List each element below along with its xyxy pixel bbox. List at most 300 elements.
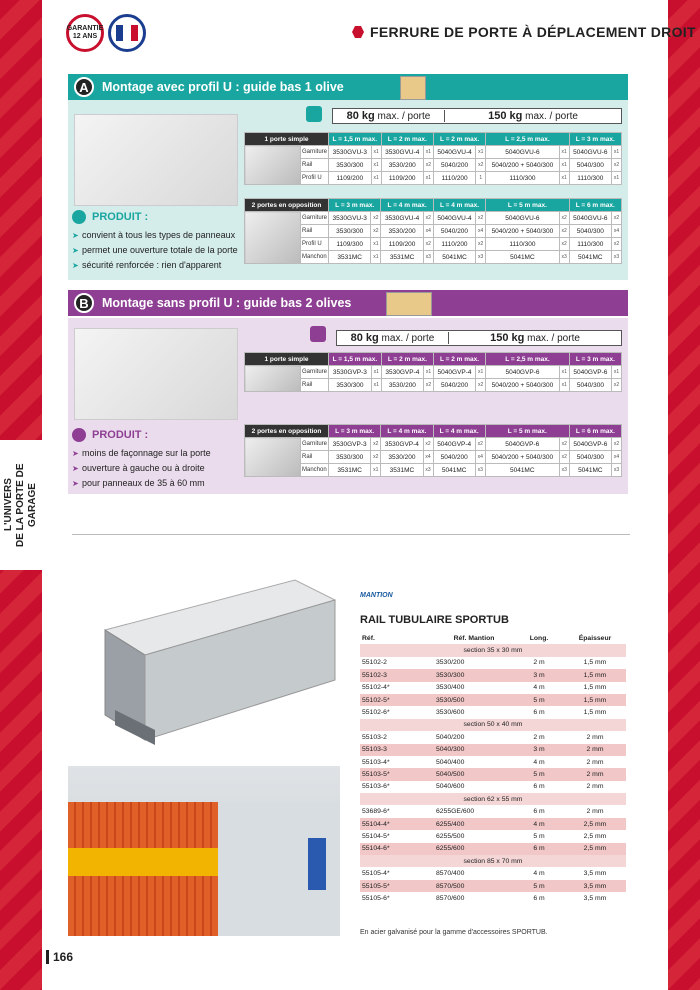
table-cell: x3 [423, 251, 433, 264]
table-cell: 5040GVU-6 [486, 212, 559, 225]
table-header-cell: L = 2 m max. [433, 353, 485, 366]
rail-row [360, 669, 626, 681]
rail-cell: 1,5 mm [583, 709, 607, 717]
table-cell: x3 [559, 464, 569, 477]
rail-product-image [95, 570, 340, 750]
table-cell: x3 [475, 464, 485, 477]
produit-b-item: ➤ pour panneaux de 35 à 60 mm [72, 478, 205, 488]
rail-cell: 2 mm [586, 758, 604, 766]
rail-col-header: Épaisseur [578, 634, 612, 642]
table-header-cell: L = 2,5 m max. [486, 353, 570, 366]
table-cell: Garniture [301, 212, 329, 225]
rail-cell: 8570/400 [436, 870, 465, 878]
table-cell: 5040GVU-4 [433, 146, 475, 159]
table-header-cell: L = 4 m max. [433, 425, 485, 438]
door-guide-photo-b [74, 328, 238, 420]
table-cell: 5041MC [433, 251, 475, 264]
rail-cell: 5040/600 [436, 783, 465, 791]
rail-cell: 5 m [514, 694, 564, 706]
table-header-cell: 1 porte simple [245, 133, 329, 146]
section-a-bar [68, 74, 628, 100]
rail-cell: 2 m [533, 733, 545, 741]
table-cell: x4 [423, 225, 433, 238]
rail-cell: 4 m [533, 758, 545, 766]
table-header-cell: L = 4 m max. [433, 199, 485, 212]
rail-cell: 1,5 mm [564, 669, 626, 681]
table-cell: x1 [612, 172, 622, 185]
table-cell: x3 [612, 464, 622, 477]
table-header-cell: L = 2 m max. [433, 133, 485, 146]
table-cell: Manchon [301, 251, 329, 264]
rail-cell: 55104-6* [360, 843, 434, 855]
table-header-cell: L = 5 m max. [486, 199, 569, 212]
table-cell: x2 [559, 212, 569, 225]
produit-a-item: ➤ permet une ouverture totale de la porte [72, 245, 238, 255]
table-header-cell: 2 portes en opposition [245, 199, 329, 212]
table-cell: x1 [423, 366, 433, 379]
table-cell: x2 [612, 159, 622, 172]
weight-icon [306, 106, 322, 122]
table-cell: x2 [371, 225, 381, 238]
table-cell: 3530/200 [381, 379, 423, 392]
rail-cell: 6255/400 [434, 818, 514, 830]
table-cell: x1 [559, 159, 569, 172]
table-row [245, 172, 622, 185]
french-flag-badge [108, 14, 146, 52]
rail-row [360, 706, 626, 718]
lightbulb-icon [72, 428, 86, 442]
weight-bar-b [336, 330, 622, 346]
table-cell: x2 [559, 225, 569, 238]
table-cell: x2 [612, 438, 622, 451]
rail-row [360, 768, 626, 780]
page-title-text: FERRURE DE PORTE À DÉPLACEMENT DROIT [370, 24, 696, 40]
rail-cell: 55102-2 [362, 659, 387, 667]
rail-cell: 1,5 mm [583, 659, 607, 667]
weight-b-2-unit: max. / porte [527, 333, 580, 344]
table-cell: Profil U [301, 238, 329, 251]
table-cell: 5040GVP-6 [569, 438, 611, 451]
table-cell: x2 [612, 212, 622, 225]
section-a-letter: A [74, 77, 94, 97]
table-cell: 5040/200 [433, 225, 475, 238]
table-cell: Garniture [301, 438, 329, 451]
produit-b-item: ➤ ouverture à gauche ou à droite [72, 463, 205, 473]
table-cell: x2 [559, 451, 569, 464]
rail-row [360, 867, 626, 879]
table-header-cell: L = 3 m max. [329, 425, 381, 438]
door-diagram [245, 146, 301, 185]
table-cell: Manchon [301, 464, 329, 477]
rail-cell: 55103-6* [362, 783, 390, 791]
table-header-cell: L = 6 m max. [569, 425, 621, 438]
rail-cell: 4 m [514, 818, 564, 830]
rail-cell: 55104-5* [362, 832, 390, 840]
table-cell: Rail [301, 379, 329, 392]
table-cell: x2 [476, 159, 486, 172]
table-cell: x1 [559, 379, 569, 392]
rail-cell: 4 m [533, 684, 545, 692]
table-cell: 3531MC [381, 464, 423, 477]
rail-cell: 3530/400 [436, 684, 465, 692]
rail-cell: 4 m [533, 870, 545, 878]
table-cell: x4 [612, 451, 622, 464]
table-cell: x1 [612, 146, 622, 159]
side-tab-line2: DE LA PORTE DE GARAGE [15, 463, 38, 547]
table-cell: 5040GVU-6 [569, 146, 611, 159]
rail-cell: 3530/600 [436, 709, 465, 717]
rail-cell: 55103-2 [362, 733, 387, 741]
produit-a [72, 210, 238, 273]
table-cell: x2 [423, 379, 433, 392]
table-cell: 3530/200 [381, 159, 423, 172]
rail-cell: 6 m [514, 843, 564, 855]
rail-cell: 2 mm [564, 768, 626, 780]
table-b-double-door [244, 424, 622, 477]
rail-row [360, 682, 626, 694]
table-cell: 5040/200 [433, 451, 475, 464]
table-cell: x4 [475, 451, 485, 464]
table-cell: 1110/300 [569, 238, 611, 251]
hexagon-icon [352, 26, 364, 38]
table-cell: x2 [475, 438, 485, 451]
table-cell: x1 [371, 238, 381, 251]
table-header-cell: 2 portes en opposition [245, 425, 329, 438]
table-cell: 5040GVP-4 [433, 438, 475, 451]
table-cell: 5040/200 + 5040/300 [485, 451, 559, 464]
page-title [352, 24, 696, 40]
rail-title: RAIL TUBULAIRE SPORTUB [360, 614, 509, 626]
rail-cell: 2,5 mm [564, 818, 626, 830]
table-cell: 5041MC [485, 464, 559, 477]
rail-cell: 8570/500 [434, 880, 514, 892]
rail-cell: 5040/500 [434, 768, 514, 780]
rail-cell: 5040/200 [436, 733, 465, 741]
table-cell: 5040/200 + 5040/300 [486, 379, 560, 392]
door-diagram [245, 366, 301, 392]
table-cell: 3530/300 [329, 225, 371, 238]
table-header-cell: L = 5 m max. [485, 425, 569, 438]
table-cell: x2 [612, 238, 622, 251]
rail-section-header: section 62 x 55 mm [360, 793, 626, 805]
rail-cell: 3530/200 [436, 659, 465, 667]
table-cell: x4 [476, 225, 486, 238]
lightbulb-icon [72, 210, 86, 224]
rail-cell: 2 mm [564, 744, 626, 756]
table-cell: 3530GVU-3 [329, 146, 372, 159]
table-cell: 5040GVU-4 [433, 212, 475, 225]
table-cell: x3 [476, 251, 486, 264]
rail-row [360, 756, 626, 768]
weight-a-2: 150 kg [488, 110, 523, 122]
table-cell: 3530GVP-4 [381, 438, 423, 451]
rail-cell: 6255GE/600 [436, 808, 475, 816]
table-cell: Garniture [301, 366, 329, 379]
table-cell: 5040/200 [433, 159, 475, 172]
table-cell: 3530GVU-3 [329, 212, 371, 225]
table-cell: 5041MC [569, 464, 611, 477]
rail-row [360, 694, 626, 706]
table-cell: Rail [301, 159, 329, 172]
rail-cell: 55102-6* [362, 709, 390, 717]
table-row [245, 379, 622, 392]
rail-row [360, 843, 626, 855]
rail-cell: 6 m [533, 808, 545, 816]
table-header-cell: L = 1,5 m max. [329, 353, 382, 366]
produit-b [72, 428, 211, 491]
rail-footnote: En acier galvanisé pour la gamme d'accessoires SPORTUB. [360, 929, 548, 936]
side-tab-line1: L'UNIVERS [3, 478, 14, 532]
table-cell: 1109/200 [381, 172, 423, 185]
profile-u-icon [400, 76, 426, 100]
table-header-cell: L = 4 m max. [381, 199, 433, 212]
table-cell: x1 [371, 464, 381, 477]
rail-cell: 5040/400 [436, 758, 465, 766]
table-cell: 5040/200 + 5040/300 [486, 225, 559, 238]
section-b-bar [68, 290, 628, 316]
weight-b-2: 150 kg [490, 332, 525, 344]
table-cell: x2 [476, 212, 486, 225]
flag-icon [116, 25, 138, 41]
table-cell: x2 [423, 159, 433, 172]
produit-a-title: PRODUIT : [92, 211, 149, 223]
table-row [245, 366, 622, 379]
rail-cell: 55102-4* [362, 684, 390, 692]
guarantee-text: GARANTIE 12 ANS [66, 25, 104, 40]
rail-cell: 2 m [533, 659, 545, 667]
table-cell: x1 [559, 172, 569, 185]
table-header-cell: 1 porte simple [245, 353, 329, 366]
produit-b-title: PRODUIT : [92, 429, 149, 441]
rail-cell: 55104-4* [360, 818, 434, 830]
table-header-cell: L = 4 m max. [381, 425, 433, 438]
table-cell: 3531MC [329, 251, 371, 264]
table-cell: x3 [423, 464, 433, 477]
rail-cell: 6255/500 [436, 832, 465, 840]
table-cell: x2 [371, 212, 381, 225]
table-cell: x2 [559, 438, 569, 451]
table-header-cell: L = 3 m max. [569, 133, 621, 146]
table-row [245, 225, 622, 238]
rail-row [360, 892, 626, 904]
table-cell: 1109/200 [329, 172, 372, 185]
rail-section-header: section 35 x 30 mm [360, 644, 626, 656]
rail-cell: 6 m [533, 783, 545, 791]
table-cell: x1 [371, 159, 381, 172]
table-header-cell: L = 3 m max. [329, 199, 381, 212]
table-cell: x2 [423, 212, 433, 225]
table-row [245, 464, 622, 477]
table-cell: 5040GVU-6 [569, 212, 611, 225]
table-cell: x4 [612, 225, 622, 238]
table-cell: 5040GVP-6 [485, 438, 559, 451]
rail-cell: 55103-5* [360, 768, 434, 780]
table-cell: 5040/300 [569, 159, 611, 172]
table-cell: 5040GVP-6 [569, 366, 611, 379]
table-cell: Rail [301, 225, 329, 238]
olive-guide-icon [386, 292, 432, 316]
table-row [245, 438, 622, 451]
table-cell: 3530/300 [329, 159, 372, 172]
table-row [245, 212, 622, 225]
door-diagram [245, 212, 301, 264]
table-cell: 1109/200 [381, 238, 423, 251]
table-row [245, 146, 622, 159]
rail-row [360, 657, 626, 669]
table-cell: x1 [423, 146, 433, 159]
rail-cell: 6255/600 [434, 843, 514, 855]
rail-cell: 1,5 mm [564, 694, 626, 706]
table-cell: x2 [371, 438, 381, 451]
rail-row [360, 830, 626, 842]
table-cell: 3530GVU-4 [381, 146, 423, 159]
weight-a-1-unit: max. / porte [377, 111, 431, 122]
table-header-cell: L = 3 m max. [569, 353, 621, 366]
table-cell: 3530/200 [381, 451, 423, 464]
table-cell: x1 [559, 366, 569, 379]
table-cell: x2 [612, 379, 622, 392]
table-cell: x2 [423, 438, 433, 451]
table-cell: 3531MC [381, 251, 423, 264]
produit-a-item: ➤ sécurité renforcée : rien d'apparent [72, 260, 222, 270]
table-cell: x1 [476, 366, 486, 379]
rail-cell: 6 m [533, 709, 545, 717]
table-cell: 5041MC [486, 251, 559, 264]
table-cell: 5041MC [569, 251, 611, 264]
table-cell: x2 [371, 451, 381, 464]
table-cell: x1 [371, 379, 381, 392]
rail-col-header: Réf. [362, 634, 375, 642]
rail-col-header: Réf. Mantion [453, 634, 495, 642]
rail-row [360, 818, 626, 830]
table-cell: x1 [371, 251, 381, 264]
table-cell: 5040GVU-6 [486, 146, 559, 159]
rail-section-header: section 50 x 40 mm [360, 719, 626, 731]
produit-a-item: ➤ convient à tous les types de panneaux [72, 230, 236, 240]
table-cell: 5040/200 + 5040/300 [486, 159, 559, 172]
table-cell: 5040/300 [569, 451, 611, 464]
table-cell: 5040GVP-4 [433, 366, 475, 379]
table-cell: 1110/300 [569, 172, 611, 185]
table-cell: 1110/300 [486, 172, 559, 185]
weight-bar-a [332, 108, 622, 124]
table-cell: 1110/200 [433, 238, 475, 251]
table-cell: 1109/300 [329, 238, 371, 251]
table-cell: x3 [559, 251, 569, 264]
table-cell: 3530/200 [381, 225, 423, 238]
section-a-title: Montage avec profil U : guide bas 1 olive [102, 80, 344, 94]
rail-cell: 55102-3 [360, 669, 434, 681]
rail-cell: 2,5 mm [564, 843, 626, 855]
table-cell: x2 [476, 379, 486, 392]
table-cell: x1 [559, 146, 569, 159]
table-cell: 3530GVP-3 [329, 366, 372, 379]
table-cell: Profil U [301, 172, 329, 185]
table-cell: x1 [612, 366, 622, 379]
garage-door-photo [68, 766, 340, 936]
rail-cell: 3,5 mm [564, 880, 626, 892]
rail-section-header: section 85 x 70 mm [360, 855, 626, 867]
table-cell: x3 [612, 251, 622, 264]
rail-col-header: Long. [529, 634, 549, 642]
table-cell: x1 [371, 172, 381, 185]
table-header-cell: L = 2,5 m max. [486, 133, 569, 146]
mantion-logo: MANTION [360, 592, 393, 599]
table-row [245, 251, 622, 264]
rail-cell: 55103-3 [360, 744, 434, 756]
rail-cell: 2 mm [586, 808, 604, 816]
rail-row [360, 731, 626, 743]
weight-a-2-unit: max. / porte [525, 111, 578, 122]
table-b-single-door [244, 352, 622, 392]
door-guide-photo-a [74, 114, 238, 206]
table-cell: 3530GVP-3 [329, 438, 371, 451]
table-cell: x1 [423, 172, 433, 185]
table-cell: 5040/200 [433, 379, 475, 392]
table-header-cell: L = 2 m max. [381, 133, 433, 146]
rail-cell: 55103-4* [362, 758, 390, 766]
table-cell: x2 [423, 238, 433, 251]
weight-b-1: 80 kg [350, 332, 379, 344]
rail-cell: 5 m [514, 880, 564, 892]
rail-cell: 3530/300 [434, 669, 514, 681]
table-row [245, 238, 622, 251]
door-diagram [245, 438, 301, 477]
rail-row [360, 744, 626, 756]
rail-cell: 3 m [514, 669, 564, 681]
rail-cell: 5 m [533, 832, 545, 840]
divider [72, 534, 630, 535]
table-cell: x1 [476, 146, 486, 159]
table-cell: 3530GVP-4 [381, 366, 423, 379]
table-cell: 1110/300 [486, 238, 559, 251]
table-cell: 1110/200 [433, 172, 475, 185]
section-b-letter: B [74, 293, 94, 313]
rail-row [360, 805, 626, 817]
rail-cell: 3,5 mm [583, 870, 607, 878]
table-cell: 3530GVU-4 [381, 212, 423, 225]
table-row [245, 159, 622, 172]
table-cell: x1 [371, 366, 381, 379]
table-cell: 3530/300 [329, 451, 371, 464]
rail-cell: 5 m [514, 768, 564, 780]
rail-cell: 2 mm [586, 783, 604, 791]
rail-cell: 55105-4* [362, 870, 390, 878]
produit-b-item: ➤ moins de façonnage sur la porte [72, 448, 211, 458]
guarantee-badge [66, 14, 104, 52]
table-cell: x2 [559, 238, 569, 251]
rail-cell: 53689-6* [362, 808, 390, 816]
rail-cell: 55105-6* [362, 894, 390, 902]
rail-cell: 5040/300 [434, 744, 514, 756]
rail-cell: 2,5 mm [583, 832, 607, 840]
table-row [245, 451, 622, 464]
weight-icon [310, 326, 326, 342]
table-cell: 5040/300 [569, 379, 611, 392]
rail-cell: 55105-5* [360, 880, 434, 892]
table-cell: 3530/300 [329, 379, 372, 392]
table-cell: 5040/300 [569, 225, 611, 238]
rail-cell: 3530/500 [434, 694, 514, 706]
rail-cell: 3 m [514, 744, 564, 756]
table-cell: x1 [371, 146, 381, 159]
rail-cell: 8570/600 [436, 894, 465, 902]
table-cell: 5040GVP-6 [486, 366, 560, 379]
table-cell: 3531MC [329, 464, 371, 477]
table-cell: 5041MC [433, 464, 475, 477]
table-header-cell: L = 6 m max. [569, 199, 621, 212]
table-cell: 1 [476, 172, 486, 185]
